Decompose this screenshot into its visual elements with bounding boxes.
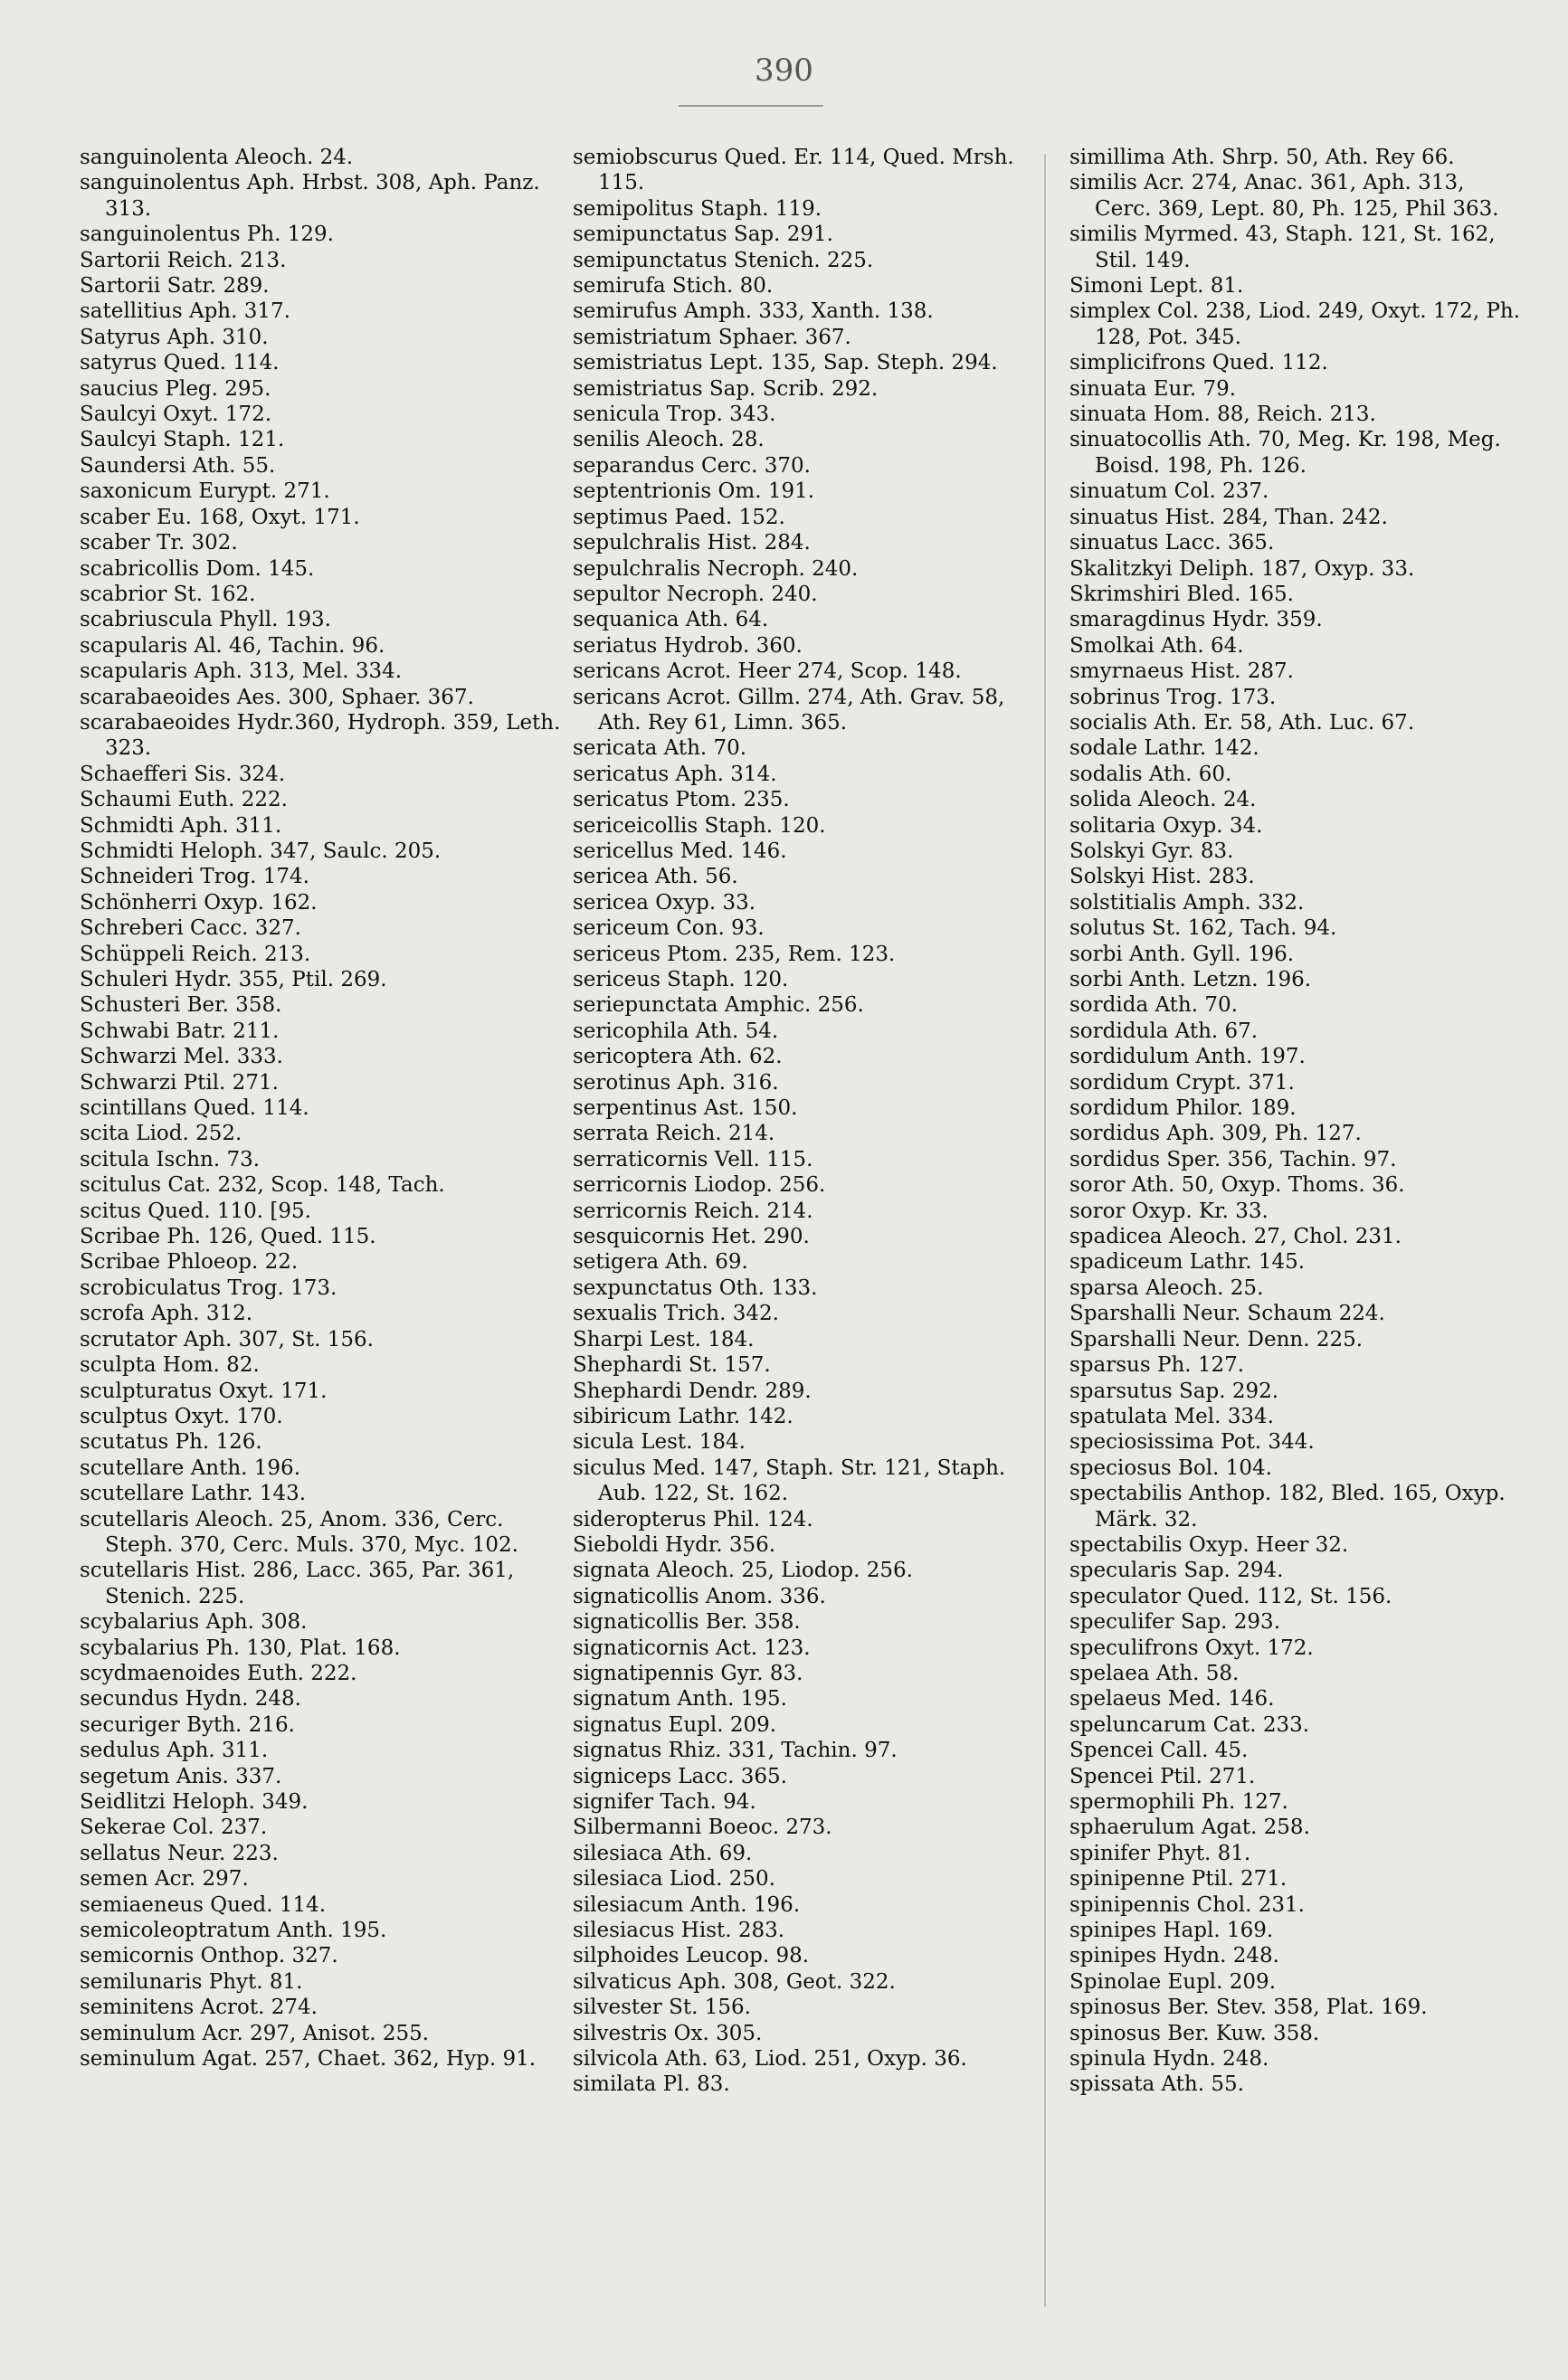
index-entry: secundus Hydn. 248. [80,1687,301,1712]
index-entry: sinuatocollis Ath. 70, Meg. Kr. 198, Meg. Boisd. 198, Ph. 126. [1069,428,1501,478]
index-entry: sericans Acrot. Heer 274, Scop. 148. [573,659,962,684]
index-entry: semiaeneus Qued. 114. [80,1892,327,1917]
index-entry: serotinus Aph. 316. [573,1070,779,1095]
index-entry: sinuatus Lacc. 365. [1069,531,1275,555]
index-entry: scitus Qued. 110. [95. [80,1199,311,1223]
index-entry: scitula Ischn. 73. [80,1147,261,1171]
index-entry: Sharpi Lest. 184. [573,1327,755,1351]
index-entry: spinipenne Ptil. 271. [1069,1867,1288,1892]
index-entry: sericellus Med. 146. [573,839,787,863]
index-entry: spinula Hydn. 248. [1069,2047,1269,2072]
index-entry: smyrnaeus Hist. 287. [1069,659,1294,684]
index-column-1 [80,145,568,2072]
index-entry: Schwarzi Ptil. 271. [80,1070,279,1095]
column-divider [1044,154,1046,2307]
index-entry: seminulum Agat. 257, Chaet. 362, Hyp. 91. [80,2047,537,2072]
index-entry: seminulum Acr. 297, Anisot. 255. [80,2021,430,2045]
index-entry: spinosus Ber. Kuw. 358. [1069,2021,1320,2045]
index-entry: sericeus Staph. 120. [573,968,789,991]
index-entry: signaticollis Anom. 336. [573,1584,826,1608]
index-entry: serpentinus Ast. 150. [573,1096,798,1121]
index-entry: semen Acr. 297. [80,1867,249,1892]
index-entry: simillima Ath. Shrp. 50, Ath. Rey 66. [1069,146,1455,169]
index-entry: setigera Ath. 69. [573,1250,748,1275]
index-entry: spectabilis Oxyp. Heer 32. [1069,1532,1349,1557]
index-entry: scaber Tr. 302. [80,531,238,555]
index-entry: semipolitus Staph. 119. [573,196,822,221]
index-entry: silvicola Ath. 63, Liod. 251, Oxyp. 36. [573,2047,967,2072]
index-entry: semicoleoptratum Anth. 195. [80,1919,387,1943]
index-column-2 [573,145,1043,2098]
index-entry: Seidlitzi Heloph. 349. [80,1790,309,1814]
index-entry: Saundersi Ath. 55. [80,453,276,478]
index-entry: Sparshalli Neur. Schaum 224. [1069,1302,1385,1326]
index-entry: serricornis Reich. 214. [573,1199,813,1223]
index-entry: seriatus Hydrob. 360. [573,633,803,658]
index-entry: spermophili Ph. 127. [1069,1790,1288,1814]
index-entry: scybalarius Ph. 130, Plat. 168. [80,1636,401,1660]
index-entry: Schaefferi Sis. 324. [80,762,286,786]
index-entry: Solskyi Gyr. 83. [1069,839,1234,863]
index-entry: spectabilis Anthop. 182, Bled. 165, Oxyp. Märk. 32. [1069,1482,1506,1531]
index-entry: signiceps Lacc. 365. [573,1764,787,1788]
index-entry: Schreberi Cacc. 327. [80,916,301,941]
index-entry: scaber Eu. 168, Oxyt. 171. [80,505,360,529]
index-entry: seminitens Acrot. 274. [80,1996,318,2020]
index-entry: sericophila Ath. 54. [573,1019,779,1043]
index-entry: sordidum Philor. 189. [1069,1096,1297,1121]
header-rule [679,105,823,107]
index-entry: sericeus Ptom. 235, Rem. 123. [573,942,896,966]
index-entry: scutellaris Aleoch. 25, Anom. 336, Cerc. Steph. 370, Cerc. Muls. 370, Myc. 102. [80,1507,518,1557]
index-entry: Silbermanni Boeoc. 273. [573,1816,832,1840]
index-entry: Sparshalli Neur. Denn. 225. [1069,1327,1364,1351]
index-entry: scarabaeoides Aes. 300, Sphaer. 367. [80,685,474,709]
index-entry: scrobiculatus Trog. 173. [80,1275,337,1300]
index-entry: serricornis Liodop. 256. [573,1173,826,1198]
index-entry: sericoptera Ath. 62. [573,1045,783,1069]
index-entry: Shephardi Dendr. 289. [573,1379,812,1403]
index-entry: sphaerulum Agat. 258. [1069,1816,1310,1840]
index-entry: scrofa Aph. 312. [80,1302,253,1326]
index-entry: signatus Eupl. 209. [573,1712,777,1737]
index-entry: sicula Lest. 184. [573,1430,746,1455]
index-entry: soror Ath. 50, Oxyp. Thoms. 36. [1069,1173,1405,1198]
index-entry: Skalitzkyi Deliph. 187, Oxyp. 33. [1069,556,1415,581]
index-entry: Schwarzi Mel. 333. [80,1045,283,1069]
index-entry: spinipes Hapl. 169. [1069,1919,1274,1943]
index-entry: soror Oxyp. Kr. 33. [1069,1199,1269,1223]
index-column-3 [1069,145,1522,2098]
index-entry: Spencei Ptil. 271. [1069,1764,1256,1788]
index-entry: spelaea Ath. 58. [1069,1661,1240,1685]
index-entry: Schuleri Hydr. 355, Ptil. 269. [80,968,387,991]
index-entry: Schneideri Trog. 174. [80,865,309,889]
index-entry: sibiricum Lathr. 142. [573,1404,794,1428]
index-entry: Schmidti Aph. 311. [80,813,282,838]
index-entry: signaticollis Ber. 358. [573,1610,801,1635]
index-entry: spinifer Phyt. 81. [1069,1841,1251,1865]
index-entry: sordidula Ath. 67. [1069,1019,1259,1043]
index-entry: sepulchralis Necroph. 240. [573,556,859,581]
index-entry: sericeicollis Staph. 120. [573,813,826,838]
index-entry: Schwabi Batr. 211. [80,1019,280,1043]
index-entry: sobrinus Trog. 173. [1069,685,1277,709]
index-entry: sericatus Ptom. 235. [573,788,790,812]
index-entry: similis Acr. 274, Anac. 361, Aph. 313, Cerc. 369, Lept. 80, Ph. 125, Phil 363. [1069,171,1499,221]
index-entry: Schmidti Heloph. 347, Saulc. 205. [80,839,442,863]
index-entry: signatus Rhiz. 331, Tachin. 97. [573,1739,898,1763]
index-entry: separandus Cerc. 370. [573,453,811,478]
index-entry: semicornis Onthop. 327. [80,1944,338,1968]
index-entry: Simoni Lept. 81. [1069,274,1244,299]
index-entry: scrutator Aph. 307, St. 156. [80,1327,374,1351]
index-entry: sordidus Sper. 356, Tachin. 97. [1069,1147,1397,1171]
index-entry: spinipes Hydn. 248. [1069,1944,1279,1968]
index-entry: signata Aleoch. 25, Liodop. 256. [573,1559,913,1583]
index-entry: scutellaris Hist. 286, Lacc. 365, Par. 361, Stenich. 225. [80,1559,515,1608]
index-entry: scapularis Al. 46, Tachin. 96. [80,633,385,658]
index-entry: smaragdinus Hydr. 359. [1069,608,1323,632]
index-entry: saucius Pleg. 295. [80,376,271,401]
index-entry: silphoides Leucop. 98. [573,1944,810,1968]
index-entry: Schaumi Euth. 222. [80,788,288,812]
index-entry: Saulcyi Staph. 121. [80,428,285,452]
index-entry: silesiacum Anth. 196. [573,1892,801,1917]
index-entry: silesiacus Hist. 283. [573,1919,785,1943]
index-entry: Saulcyi Oxyt. 172. [80,403,272,427]
index-entry: Spencei Call. 45. [1069,1739,1249,1763]
index-entry: Shephardi St. 157. [573,1353,771,1378]
index-entry: sellatus Neur. 223. [80,1841,279,1865]
index-entry: spadicea Aleoch. 27, Chol. 231. [1069,1225,1402,1249]
index-entry: silvester St. 156. [573,1996,751,2020]
index-entry: sordidulum Anth. 197. [1069,1045,1306,1069]
index-entry: semilunaris Phyt. 81. [80,1969,303,1994]
index-entry: saxonicum Eurypt. 271. [80,479,330,504]
index-entry: spissata Ath. 55. [1069,2072,1244,2097]
index-entry: Sartorii Reich. 213. [80,248,287,272]
index-entry: sordidum Crypt. 371. [1069,1070,1295,1095]
index-entry: Smolkai Ath. 64. [1069,633,1244,658]
index-entry: spelaeus Med. 146. [1069,1687,1275,1712]
index-entry: simplex Col. 238, Liod. 249, Oxyt. 172, Ph. 128, Pot. 345. [1069,299,1521,349]
index-entry: silesiaca Ath. 69. [573,1841,753,1865]
index-entry: scabriuscula Phyll. 193. [80,608,331,632]
index-entry: sculpta Hom. 82. [80,1353,260,1378]
index-entry: semiobscurus Qued. Er. 114, Qued. Mrsh. 115. [573,146,1014,195]
index-entry: septimus Paed. 152. [573,505,785,529]
index-entry: satellitius Aph. 317. [80,299,290,324]
index-entry: septentrionis Om. 191. [573,479,815,504]
index-entry: sparsa Aleoch. 25. [1069,1275,1264,1300]
index-entry: scitulus Cat. 232, Scop. 148, Tach. [80,1173,445,1198]
index-entry: sordidus Aph. 309, Ph. 127. [1069,1122,1362,1146]
index-entry: solutus St. 162, Tach. 94. [1069,916,1337,941]
index-entry: sericata Ath. 70. [573,736,747,761]
index-entry: Schönherri Oxyp. 162. [80,890,318,915]
index-entry: solida Aleoch. 24. [1069,788,1257,812]
index-entry: simplicifrons Qued. 112. [1069,351,1328,375]
index-entry: sericans Acrot. Gillm. 274, Ath. Grav. 58, Ath. Rey 61, Limn. 365. [573,685,1005,735]
index-entry: sculptus Oxyt. 170. [80,1404,283,1428]
index-entry: sodale Lathr. 142. [1069,736,1259,761]
index-entry: sinuatus Hist. 284, Than. 242. [1069,505,1388,529]
index-entry: spinipennis Chol. 231. [1069,1892,1305,1917]
index-entry: Scribae Ph. 126, Qued. 115. [80,1225,376,1249]
index-entry: Spinolae Eupl. 209. [1069,1969,1277,1994]
index-entry: sesquicornis Het. 290. [573,1225,810,1249]
index-entry: semistriatus Lept. 135, Sap. Steph. 294. [573,351,998,375]
index-entry: sodalis Ath. 60. [1069,762,1232,786]
index-entry: spinosus Ber. Stev. 358, Plat. 169. [1069,1996,1428,2020]
index-entry: silesiaca Liod. 250. [573,1867,775,1892]
index-entry: signatipennis Gyr. 83. [573,1661,803,1685]
index-entry: seriepunctata Amphic. 256. [573,993,864,1018]
index-entry: scabricollis Dom. 145. [80,556,315,581]
index-entry: sinuata Eur. 79. [1069,376,1237,401]
index-entry: scapularis Aph. 313, Mel. 334. [80,659,403,684]
index-entry: sideropterus Phil. 124. [573,1507,813,1531]
index-entry: sinuata Hom. 88, Reich. 213. [1069,403,1376,427]
index-entry: sinuatum Col. 237. [1069,479,1269,504]
index-entry: spadiceum Lathr. 145. [1069,1250,1306,1275]
index-entry: speculator Qued. 112, St. 156. [1069,1584,1392,1608]
index-entry: signatum Anth. 195. [573,1687,787,1712]
index-entry: scita Liod. 252. [80,1122,242,1146]
index-entry: silvaticus Aph. 308, Geot. 322. [573,1969,896,1994]
index-entry: Solskyi Hist. 283. [1069,865,1255,889]
index-entry: signaticornis Act. 123. [573,1636,811,1660]
index-entry: semistriatus Sap. Scrib. 292. [573,376,879,401]
index-entry: socialis Ath. Er. 58, Ath. Luc. 67. [1069,710,1415,735]
index-entry: scybalarius Aph. 308. [80,1610,308,1635]
index-entry: silvestris Ox. 305. [573,2021,763,2045]
index-entry: sericeum Con. 93. [573,916,765,941]
index-entry: semirufa Stich. 80. [573,274,774,299]
index-entry: semistriatum Sphaer. 367. [573,325,851,349]
index-entry: sepultor Necroph. 240. [573,582,818,606]
index-entry: siculus Med. 147, Staph. Str. 121, Staph. Aub. 122, St. 162. [573,1455,1006,1506]
index-entry: similis Myrmed. 43, Staph. 121, St. 162, Stil. 149. [1069,223,1496,272]
index-entry: Scribae Phloeop. 22. [80,1250,299,1275]
index-entry: senilis Aleoch. 28. [573,428,765,452]
index-entry: spatulata Mel. 334. [1069,1404,1274,1428]
page-number: 390 [755,52,813,89]
index-entry: securiger Byth. 216. [80,1712,295,1737]
index-entry: Sekerae Col. 237. [80,1816,268,1840]
index-entry: sorbi Anth. Letzn. 196. [1069,968,1312,991]
index-entry: similata Pl. 83. [573,2072,730,2097]
index-entry: Sieboldi Hydr. 356. [573,1532,776,1557]
index-entry: solitaria Oxyp. 34. [1069,813,1263,838]
index-entry: Schüppeli Reich. 213. [80,942,311,966]
index-entry: sparsus Ph. 127. [1069,1353,1245,1378]
index-entry: Satyrus Aph. 310. [80,325,269,349]
index-entry: satyrus Qued. 114. [80,351,280,375]
index-entry: sanguinolenta Aleoch. 24. [80,146,354,169]
index-entry: scydmaenoides Euth. 222. [80,1661,357,1685]
index-entry: Sartorii Satr. 289. [80,274,270,299]
index-entry: serrata Reich. 214. [573,1122,775,1146]
index-entry: semipunctatus Sap. 291. [573,223,833,247]
index-entry: scutellare Lathr. 143. [80,1482,307,1506]
index-entry: sanguinolentus Aph. Hrbst. 308, Aph. Panz. 313. [80,171,540,221]
index-entry: Schusteri Ber. 358. [80,993,282,1018]
index-entry: semirufus Amph. 333, Xanth. 138. [573,299,934,324]
index-entry: sordida Ath. 70. [1069,993,1238,1018]
index-entry: speculifer Sap. 293. [1069,1610,1280,1635]
index-entry: serraticornis Vell. 115. [573,1147,813,1171]
index-entry: scutellare Anth. 196. [80,1455,301,1480]
index-entry: sedulus Aph. 311. [80,1739,269,1763]
index-entry: sorbi Anth. Gyll. 196. [1069,942,1295,966]
index-entry: scutatus Ph. 126. [80,1430,262,1455]
index-entry: signifer Tach. 94. [573,1790,756,1814]
index-entry: Skrimshiri Bled. 165. [1069,582,1294,606]
index-entry: senicula Trop. 343. [573,403,776,427]
index-entry: scabrior St. 162. [80,582,256,606]
index-entry: sericatus Aph. 314. [573,762,777,786]
index-entry: segetum Anis. 337. [80,1764,282,1788]
index-entry: scintillans Qued. 114. [80,1096,309,1121]
index-entry: speluncarum Cat. 233. [1069,1712,1310,1737]
index-entry: speciosus Bol. 104. [1069,1455,1272,1480]
index-entry: sexpunctatus Oth. 133. [573,1275,818,1300]
index-entry: sericea Oxyp. 33. [573,890,756,915]
index-entry: sparsutus Sap. 292. [1069,1379,1279,1403]
index-entry: sepulchralis Hist. 284. [573,531,811,555]
index-entry: speciosissima Pot. 344. [1069,1430,1315,1455]
index-entry: semipunctatus Stenich. 225. [573,248,874,272]
index-entry: speculifrons Oxyt. 172. [1069,1636,1314,1660]
index-entry: specularis Sap. 294. [1069,1559,1284,1583]
index-entry: sericea Ath. 56. [573,865,738,889]
index-entry: solstitialis Amph. 332. [1069,890,1305,915]
index-entry: sanguinolentus Ph. 129. [80,223,334,247]
index-entry: sculpturatus Oxyt. 171. [80,1379,328,1403]
index-entry: sexualis Trich. 342. [573,1302,779,1326]
index-entry: scarabaeoides Hydr.360, Hydroph. 359, Leth. 323. [80,710,561,761]
index-entry: sequanica Ath. 64. [573,608,769,632]
